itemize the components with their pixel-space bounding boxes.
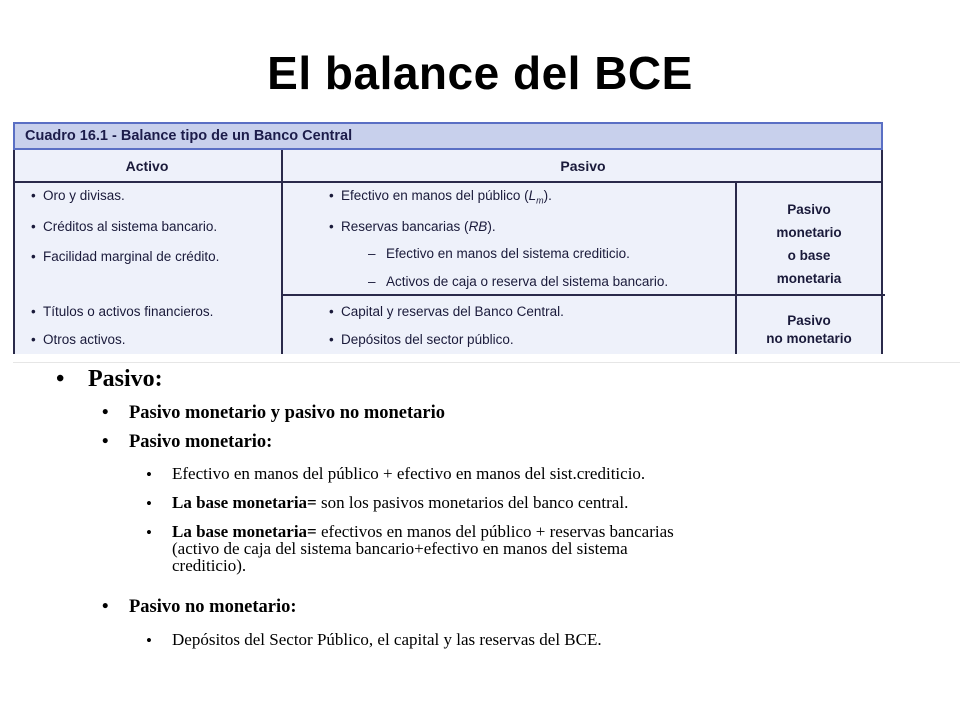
page-title: El balance del BCE <box>267 47 693 99</box>
list-item: • Otros activos. <box>31 332 126 347</box>
list-item: • Créditos al sistema bancario. <box>31 219 218 234</box>
list-item: • Oro y divisas. <box>31 188 125 203</box>
header-pasivo: Pasivo <box>560 158 606 174</box>
list-item: • Capital y reservas del Banco Central. <box>329 304 564 319</box>
header-underline <box>13 181 883 183</box>
list-subitem: – Activos de caja o reserva del sistema bancario. <box>368 274 669 289</box>
table-caption: Cuadro 16.1 - Balance tipo de un Banco Central <box>13 122 883 150</box>
list-subitem: – Efectivo en manos del sistema crediticio. <box>368 246 630 261</box>
label-pasivo-no-monetario: Pasivo no monetario <box>766 313 852 346</box>
divider <box>13 362 960 363</box>
list-item: • Reservas bancarias (RB). <box>329 219 496 234</box>
pasivo-section-divider <box>281 294 885 296</box>
balance-table <box>13 122 883 354</box>
list-item: • Títulos o activos financieros. <box>31 304 214 319</box>
list-item: • Efectivo en manos del público $(L_m)$. <box>329 188 552 206</box>
header-activo: Activo <box>125 158 169 174</box>
label-pasivo-monetario: Pasivo monetario o base monetaria <box>776 202 842 286</box>
list-item: • Depósitos del sector público. <box>329 332 514 347</box>
list-item: • Facilidad marginal de crédito. <box>31 249 220 264</box>
